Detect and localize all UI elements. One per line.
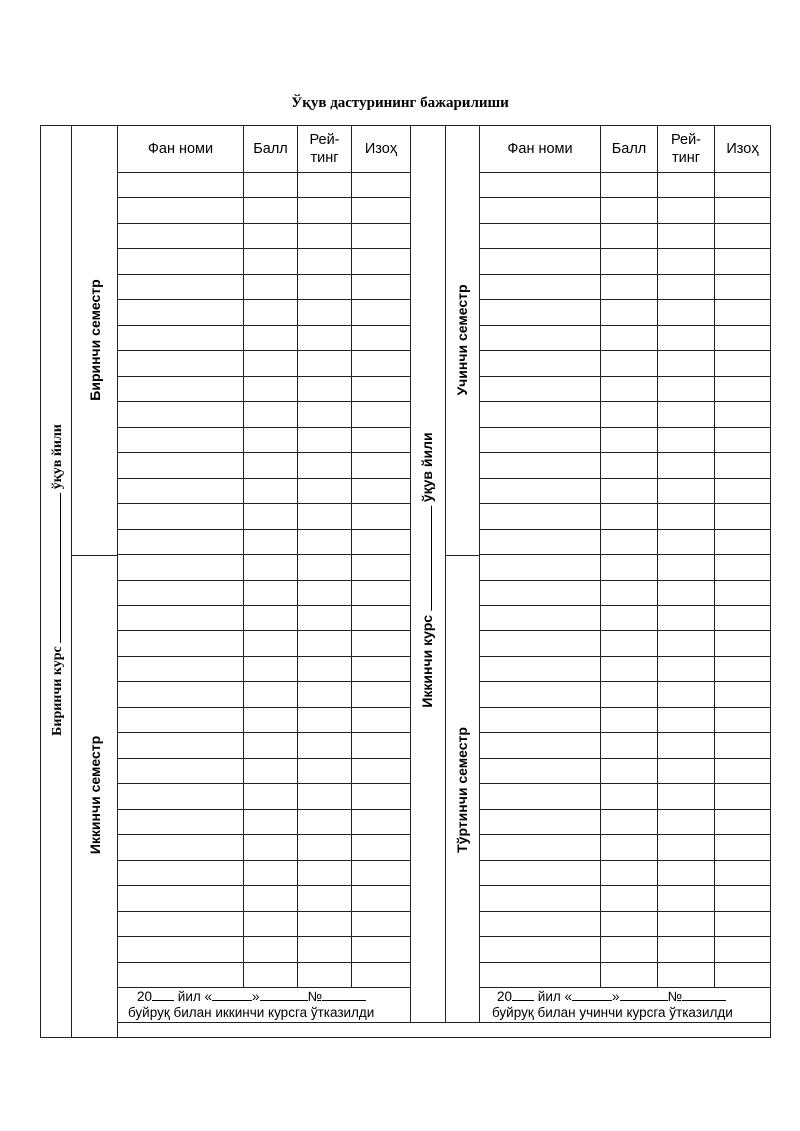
- quote-close: »: [252, 989, 260, 1004]
- left-header-subject: Фан номи: [147, 141, 214, 157]
- year-prefix: 20: [137, 989, 153, 1004]
- footer-bottom-line: [117, 1022, 771, 1023]
- right-table-row-line: [479, 707, 771, 708]
- right-table-row-line: [479, 197, 771, 198]
- frame-right: [770, 125, 771, 1038]
- right-table-row-line: [479, 223, 771, 224]
- right-table-row-line: [479, 630, 771, 631]
- left-header-note: Изоҳ: [364, 141, 398, 157]
- left-table-row-line: [117, 809, 411, 810]
- month-blank: [620, 988, 668, 1001]
- right-table-row-line: [479, 580, 771, 581]
- left-table-row-line: [117, 834, 411, 835]
- frame-bottom: [40, 1037, 771, 1038]
- left-header-rating: [298, 126, 351, 172]
- right-table-row-line: [479, 809, 771, 810]
- right-table-row-line: [479, 478, 771, 479]
- left-col-note-divider: [351, 125, 352, 987]
- frame-left: [40, 125, 41, 1038]
- left-table-row-line: [117, 376, 411, 377]
- left-table-row-line: [117, 630, 411, 631]
- month-blank: [260, 988, 308, 1001]
- left-footer-line2: буйруқ билан иккинчи курсга ўтказилди: [128, 1005, 375, 1020]
- right-table-row-line: [479, 503, 771, 504]
- right-header-note: Изоҳ: [726, 141, 759, 157]
- left-table-row-line: [117, 580, 411, 581]
- left-table-row-line: [117, 758, 411, 759]
- left-table-row-line: [117, 478, 411, 479]
- right-table-row-line: [479, 401, 771, 402]
- right-table-row-line: [479, 427, 771, 428]
- left-table-row-line: [117, 860, 411, 861]
- year-blank: [152, 988, 174, 1001]
- right-table-row-line: [479, 758, 771, 759]
- right-table-row-line: [479, 350, 771, 351]
- left-table-row-line: [117, 197, 411, 198]
- right-semester-top-label: Учинчи семестр: [454, 284, 470, 396]
- right-table-row-line: [479, 860, 771, 861]
- year-suffix: йил «: [537, 989, 573, 1004]
- right-table-row-line: [479, 274, 771, 275]
- right-header-rating: [658, 126, 714, 172]
- right-table-row-line: [479, 656, 771, 657]
- right-table-row-line: [479, 936, 771, 937]
- left-semester-bottom-label: Иккинчи семестр: [87, 735, 103, 855]
- right-table-row-line: [479, 172, 771, 173]
- left-table-row-line: [117, 554, 411, 555]
- right-table-row-line: [479, 962, 771, 963]
- left-table-row-line: [117, 299, 411, 300]
- right-header-score: Балл: [611, 141, 647, 157]
- day-blank: [212, 988, 252, 1001]
- right-course-column-divider: [445, 125, 446, 1022]
- quote-close: »: [612, 989, 620, 1004]
- year-label-text: ўқув йили: [50, 424, 65, 490]
- course-label-text: Биринчи курс: [50, 646, 65, 736]
- rating-line-1: Рей-: [309, 132, 340, 148]
- right-table-row-line: [479, 554, 771, 555]
- year-prefix: 20: [497, 989, 513, 1004]
- left-table-row-line: [117, 605, 411, 606]
- right-header-subject: Фан номи: [507, 141, 573, 157]
- left-semester-separator: [71, 555, 118, 556]
- number-sign: №: [307, 989, 323, 1004]
- left-table-row-line: [117, 732, 411, 733]
- left-table-row-line: [117, 172, 411, 173]
- right-table-row-line: [479, 834, 771, 835]
- left-table-row-line: [117, 936, 411, 937]
- left-table-row-line: [117, 529, 411, 530]
- year-blank: [512, 988, 534, 1001]
- rating-line-2: тинг: [671, 150, 701, 166]
- left-table-row-line: [117, 962, 411, 963]
- left-table-row-line: [117, 350, 411, 351]
- rating-line-2: тинг: [310, 150, 339, 166]
- right-semester-separator: [445, 555, 480, 556]
- right-col-note-divider: [714, 125, 715, 987]
- right-semester-bottom-label: Тўртинчи семестр: [454, 727, 470, 853]
- left-table-row-line: [117, 274, 411, 275]
- day-blank: [572, 988, 612, 1001]
- left-table-row-line: [117, 681, 411, 682]
- right-table-left-edge: [479, 125, 480, 1022]
- right-table-row-line: [479, 529, 771, 530]
- right-table-row-line: [479, 248, 771, 249]
- number-sign: №: [667, 989, 683, 1004]
- year-blank: [48, 493, 61, 643]
- right-table-row-line: [479, 783, 771, 784]
- left-table-row-line: [117, 783, 411, 784]
- right-table-row-line: [479, 681, 771, 682]
- rating-line-1: Рей-: [670, 132, 702, 148]
- right-table-row-line: [479, 452, 771, 453]
- right-col-score-divider: [600, 125, 601, 987]
- left-table-row-line: [117, 911, 411, 912]
- left-table-row-line: [117, 885, 411, 886]
- left-table-row-line: [117, 325, 411, 326]
- right-col-rating-divider: [657, 125, 658, 987]
- left-table-left-edge: [117, 125, 118, 1038]
- left-table-row-line: [117, 427, 411, 428]
- left-col-score-divider: [243, 125, 244, 987]
- right-table-row-line: [479, 325, 771, 326]
- number-blank: [322, 988, 366, 1001]
- right-table-row-line: [479, 299, 771, 300]
- course-label-text: Иккинчи курс: [419, 614, 435, 708]
- right-table-row-line: [479, 911, 771, 912]
- left-table-right-edge: [410, 125, 411, 1022]
- left-semester-top-label: Биринчи семестр: [87, 279, 103, 401]
- year-suffix: йил «: [177, 989, 213, 1004]
- left-header-score: Балл: [253, 141, 288, 157]
- right-table-row-line: [479, 885, 771, 886]
- right-table-row-line: [479, 732, 771, 733]
- left-table-row-line: [117, 707, 411, 708]
- left-table-row-line: [117, 503, 411, 504]
- year-blank: [419, 506, 432, 611]
- right-table-row-line: [479, 376, 771, 377]
- left-table-row-line: [117, 401, 411, 402]
- right-table-row-line: [479, 605, 771, 606]
- left-table-row-line: [117, 223, 411, 224]
- year-label-text: ўқув йили: [419, 432, 435, 503]
- page-title: Ўқув дастурининг бажарилиши: [291, 95, 509, 111]
- course-column-divider: [71, 125, 72, 1038]
- right-course-label: [419, 432, 435, 707]
- left-table-row-line: [117, 656, 411, 657]
- left-course-label: [48, 424, 66, 736]
- left-table-row-line: [117, 452, 411, 453]
- number-blank: [682, 988, 726, 1001]
- left-col-rating-divider: [297, 125, 298, 987]
- right-footer-line2: буйруқ билан учинчи курсга ўтказилди: [492, 1005, 733, 1020]
- left-table-row-line: [117, 248, 411, 249]
